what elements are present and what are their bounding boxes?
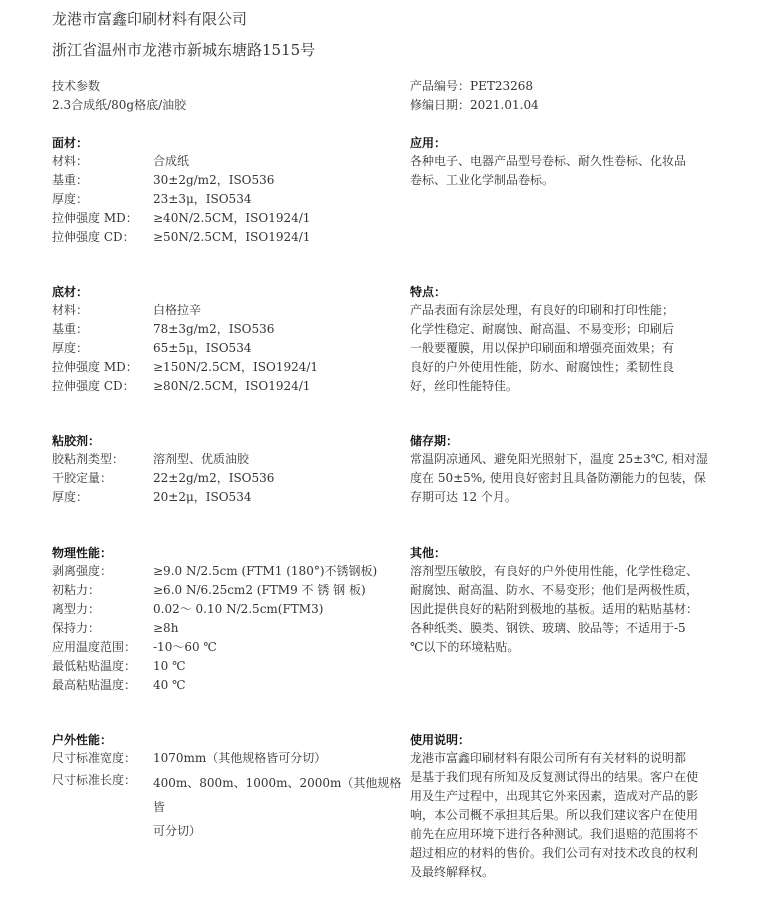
adhesive-title: 粘胶剂： [52,434,101,448]
spec-row [52,469,372,488]
spec-value: 40 ℃ [153,678,186,692]
tech-params-label: 技术参数 [52,79,101,93]
face-material-title: 面材： [52,136,89,150]
spec-value: ≥80N/2.5CM，ISO1924/1 [153,379,311,393]
spec-value: 400m、800m、1000m、2000m（其他规格皆 可分切） [153,776,402,838]
spec-label: 拉伸强度 MD： [52,360,138,374]
spec-label: 离型力： [52,602,101,616]
spec-label: 初粘力： [52,583,101,597]
spec-value: ≥8h [153,621,179,635]
spec-value: ≥50N/2.5CM，ISO1924/1 [153,230,311,244]
spec-value: ≥150N/2.5CM，ISO1924/1 [153,360,319,374]
storage-title: 储存期： [410,434,459,448]
spec-label: 拉伸强度 CD： [52,230,135,244]
spec-row [52,377,372,396]
spec-label: 干胶定量： [52,471,113,485]
spec-label: 剥离强度： [52,564,113,578]
other-title: 其他： [410,546,447,560]
spec-value: 20±2μ，ISO534 [153,490,252,504]
product-description: 2.3合成纸/80g格底/油胶 [52,98,187,112]
spec-value: -10～60 ℃ [153,640,217,654]
spec-label: 基重： [52,322,89,336]
spec-row [52,301,372,320]
application-text: 各种电子、电器产品型号卷标、耐久性卷标、化妆品 卷标、工业化学制品卷标。 [410,154,687,187]
company-address: 浙江省温州市龙港市新城东塘路1515号 [52,41,316,59]
spec-label: 尺寸标准宽度： [52,751,137,765]
spec-row [52,562,392,581]
spec-row [52,320,372,339]
physical-table [52,562,392,695]
spec-row [52,581,392,600]
company-name: 龙港市富鑫印刷材料有限公司 [52,10,248,28]
spec-label: 尺寸标准长度： [52,773,137,787]
spec-value: ≥6.0 N/6.25cm2 (FTM9 不 锈 钢 板) [153,583,366,597]
spec-row [52,749,402,768]
spec-value: 合成纸 [153,154,190,168]
product-number: 产品编号：PET23268 [410,79,534,93]
spec-row [52,657,392,676]
spec-value: 65±5μ，ISO534 [153,341,252,355]
features-text: 产品表面有涂层处理，有良好的印刷和打印性能； 化学性稳定、耐腐蚀、耐高温、不易变形；印刷后 一般要覆膜，用以保护印刷面和增强亮面效果；有 良好的户外使用性能，防水、耐腐蚀性；柔韧性良 好，丝印性能特佳。 [410,303,675,393]
spec-row [52,676,392,695]
application-title: 应用： [410,136,447,150]
outdoor-title: 户外性能： [52,733,113,747]
usage-text: 龙港市富鑫印刷材料有限公司所有有关材料的说明都 是基于我们现有所知及反复测试得出的结果。客户在使 用及生产过程中，出现其它外来因素，造成对产品的影 响，本公司概不承担其后果。所以我们建议客户在使用 前先在应用环境下进行各种测试。我们退赔的范围将不 超过相应的材料的售价。我们公司有对技术改良的权利 及最终解释权。 [410,751,699,879]
face-material-table [52,152,372,247]
spec-value: ≥9.0 N/2.5cm (FTM1 (180°)不锈钢板) [153,564,378,578]
revision-date: 修编日期：2021.01.04 [410,98,539,112]
spec-value: 23±3μ，ISO534 [153,192,252,206]
spec-value: 10 ℃ [153,659,186,673]
spec-row [52,450,372,469]
spec-row [52,171,372,190]
spec-row [52,339,372,358]
spec-row [52,488,372,507]
spec-value: 1070mm（其他规格皆可分切） [153,751,327,765]
spec-label: 胶粘剂类型： [52,452,125,466]
spec-value: 78±3g/m2，ISO536 [153,322,275,336]
spec-label: 保持力： [52,621,101,635]
spec-row [52,209,372,228]
spec-label: 厚度： [52,192,89,206]
spec-label: 应用温度范围： [52,640,137,654]
spec-value: 22±2g/m2，ISO536 [153,471,275,485]
spec-label: 基重： [52,173,89,187]
usage-title: 使用说明： [410,733,471,747]
spec-value: ≥40N/2.5CM，ISO1924/1 [153,211,311,225]
adhesive-table [52,450,372,507]
spec-row [52,228,372,247]
spec-value: 白格拉辛 [153,303,202,317]
spec-value: 溶剂型、优质油胶 [153,452,250,466]
backing-material-title: 底材： [52,285,89,299]
other-text: 溶剂型压敏胶，有良好的户外使用性能，化学性稳定、 耐腐蚀、耐高温、防水、不易变形；他们是两极性质， 因此提供良好的粘附到极地的基板。适用的粘贴基材： 各种纸类、膜类、钢铁、玻璃、胶品等；不适用于-5 ℃以下的环境粘贴。 [410,564,699,654]
spec-label: 材料： [52,154,89,168]
spec-label: 最高粘贴温度： [52,678,137,692]
spec-label: 拉伸强度 MD： [52,211,138,225]
spec-row [52,152,372,171]
spec-row [52,358,372,377]
spec-label: 最低粘贴温度： [52,659,137,673]
outdoor-table [52,749,402,838]
spec-row [52,600,392,619]
spec-row [52,619,392,638]
spec-value: 0.02～ 0.10 N/2.5cm(FTM3) [153,602,324,616]
spec-label: 厚度： [52,341,89,355]
spec-value: 30±2g/m2，ISO536 [153,173,275,187]
storage-text: 常温阴凉通风、避免阳光照射下，温度 25±3℃, 相对湿 度在 50±5%, 使用良好密封且具备防潮能力的包装，保 存期可达 12 个月。 [410,452,708,504]
spec-label: 厚度： [52,490,89,504]
spec-label: 拉伸强度 CD： [52,379,135,393]
spec-row [52,638,392,657]
spec-row [52,768,402,838]
features-title: 特点： [410,285,447,299]
spec-label: 材料： [52,303,89,317]
backing-material-table [52,301,372,396]
physical-title: 物理性能： [52,546,113,560]
spec-row [52,190,372,209]
